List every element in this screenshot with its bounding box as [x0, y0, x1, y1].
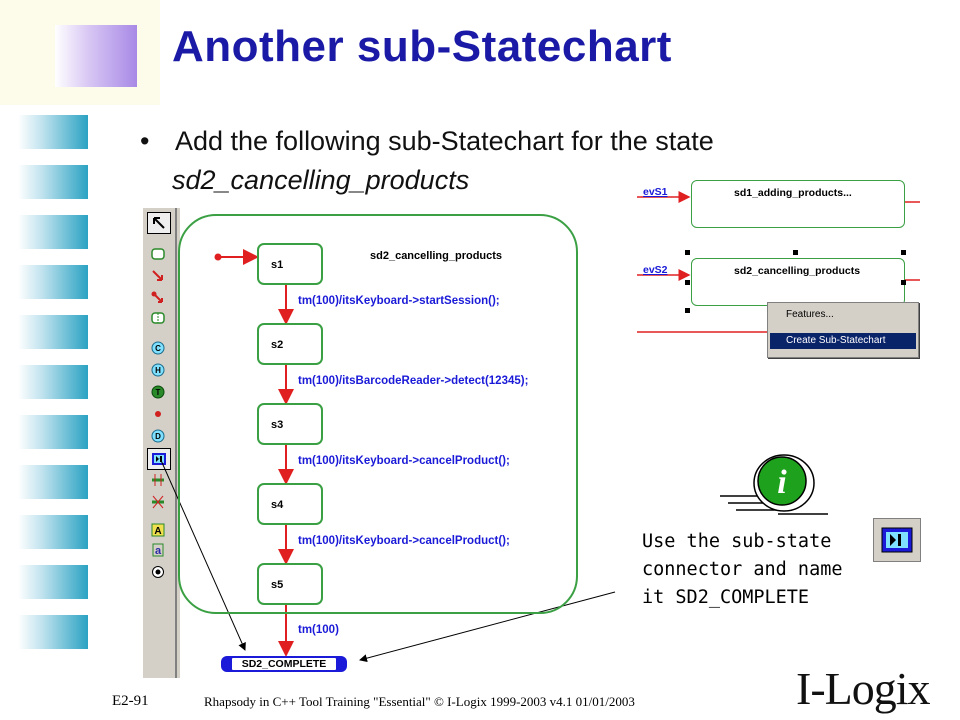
- selection-handle[interactable]: [685, 308, 690, 313]
- state-s2[interactable]: [257, 323, 323, 365]
- connector-label: SD2_COMPLETE: [231, 657, 338, 671]
- transition-label[interactable]: tm(100)/itsKeyboard->startSession();: [298, 295, 500, 307]
- info-icon: [718, 452, 830, 526]
- sd2-cancelling-products-state[interactable]: [178, 214, 578, 614]
- selection-handle[interactable]: [685, 250, 690, 255]
- state-label: s5: [271, 579, 284, 591]
- menu-item-features[interactable]: Features...: [786, 309, 834, 320]
- company-logo: I-Logix: [796, 663, 930, 714]
- state-label: s3: [271, 419, 284, 431]
- snapshot-state-label: sd1_adding_products...: [734, 187, 852, 199]
- substate-connector-button-icon: [873, 518, 921, 562]
- transition-label[interactable]: tm(100): [298, 624, 339, 636]
- slide-number: E2-91: [112, 693, 149, 709]
- svg-text:i: i: [777, 464, 787, 501]
- transition-label[interactable]: tm(100)/itsBarcodeReader->detect(12345);: [298, 375, 529, 387]
- state-s1[interactable]: [257, 243, 323, 285]
- statechart-name: sd2_cancelling_products: [370, 250, 503, 262]
- note-line: it SD2_COMPLETE: [642, 587, 810, 608]
- event-label: evS2: [643, 264, 668, 276]
- snapshot-state-sd1[interactable]: [691, 180, 905, 228]
- bullet-state-name: sd2_cancelling_products: [172, 165, 470, 195]
- state-label: s4: [271, 499, 284, 511]
- state-label: s1: [271, 259, 284, 271]
- selection-handle[interactable]: [685, 280, 690, 285]
- state-s5[interactable]: [257, 563, 323, 605]
- note-line: Use the sub-state: [642, 531, 832, 552]
- substate-connector[interactable]: [221, 656, 347, 672]
- bullet-text-content: Add the following sub-Statechart for the state: [174, 126, 714, 156]
- snapshot-state-sd2[interactable]: [691, 258, 905, 306]
- menu-item-create-sub-statechart[interactable]: Create Sub-Statechart: [770, 333, 916, 349]
- transition-label[interactable]: tm(100)/itsKeyboard->cancelProduct();: [298, 455, 510, 467]
- state-label: s2: [271, 339, 284, 351]
- svg-text:H: H: [155, 366, 161, 375]
- event-label: evS1: [643, 186, 668, 198]
- svg-text:a: a: [154, 545, 162, 557]
- page-title: Another sub-Statechart: [172, 22, 672, 71]
- selection-handle[interactable]: [793, 250, 798, 255]
- footer-text: Rhapsody in C++ Tool Training "Essential" © I-Logix 1999-2003 v4.1 01/01/2003: [204, 694, 635, 709]
- instruction-note: [642, 528, 842, 612]
- selection-handle[interactable]: [901, 250, 906, 255]
- svg-text:D: D: [155, 432, 161, 441]
- context-menu: [767, 302, 919, 358]
- note-line: connector and name: [642, 559, 843, 580]
- selection-handle[interactable]: [901, 280, 906, 285]
- svg-text:C: C: [155, 344, 161, 353]
- transition-label[interactable]: tm(100)/itsKeyboard->cancelProduct();: [298, 535, 510, 547]
- state-s4[interactable]: [257, 483, 323, 525]
- svg-text:A: A: [154, 526, 162, 537]
- bullet-icon: •: [140, 126, 150, 156]
- snapshot-state-label: sd2_cancelling_products: [734, 265, 861, 277]
- state-s3[interactable]: [257, 403, 323, 445]
- svg-text:T: T: [155, 388, 161, 397]
